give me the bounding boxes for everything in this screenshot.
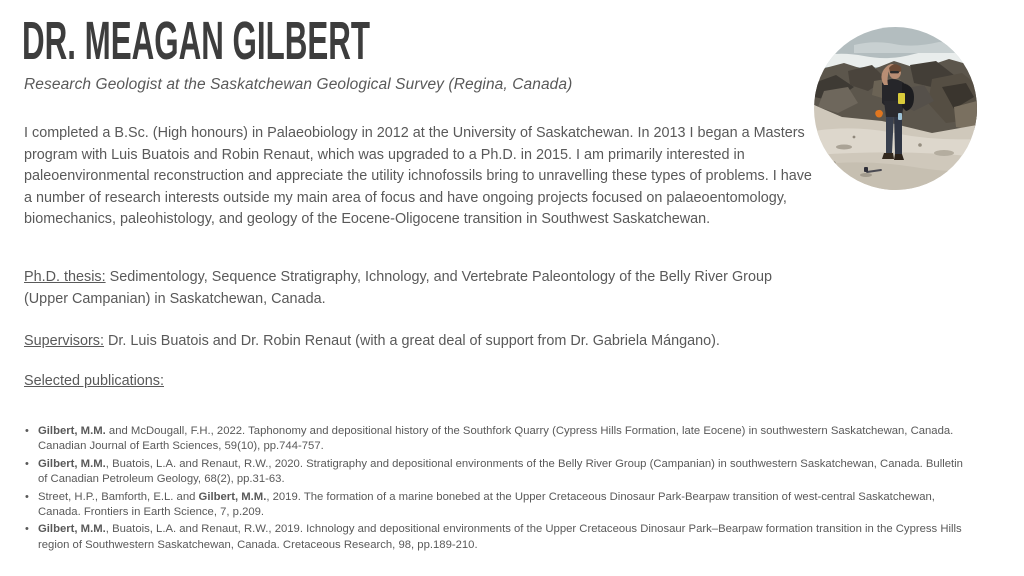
bio-paragraph: I completed a B.Sc. (High honours) in Palaeobiology in 2012 at the University of Saskatchewan. In 2013 I began a Masters program with Luis Buatois and Robin Renaut, which was upgraded to a Ph.D. in 2015. I am primarily interested in paleoenvironmental reconstruction and appreciate the utility ichnofossils bring to unravelling these types of problems. I have a number of research interests outside my main area of focus and have ongoing projects focused on palaeoentomology, biomechanics, paleohistology, and geology of the Eocene-Oligocene transition in Southwest Saskatchewan. <box>24 125 812 228</box>
publications-heading <box>24 371 164 393</box>
page-title: DR. MEAGAN GILBERT <box>22 11 370 71</box>
supervisors-paragraph <box>24 331 924 353</box>
publication-item: • Street, H.P., Bamforth, E.L. and Gilbert, M.M., 2019. The formation of a marine bonebed at the Upper Cretaceous Dinosaur Park-Bearpaw transition of west-central Saskatchewan, Canada. Frontiers in Earth Science, 7, p.209. <box>24 490 974 521</box>
thesis-text: Sedimentology, Sequence Stratigraphy, Ichnology, and Vertebrate Paleontology of the Belly River Group (Upper Campanian) in Saskatchewan, Canada. <box>24 269 772 307</box>
profile-photo <box>814 27 977 190</box>
supervisors-label: Supervisors: <box>24 333 104 349</box>
publication-item: • Gilbert, M.M., Buatois, L.A. and Renaut, R.W., 2019. Ichnology and depositional environments of the Upper Cretaceous Dinosaur Park–Bearpaw formation transition in the Cypress Hills region of Southwestern Saskatchewan, Canada. Cretaceous Research, 98, pp.189-210. <box>24 522 974 553</box>
publications-heading-label: Selected publications: <box>24 373 164 389</box>
publications-list <box>24 424 974 555</box>
thesis-label: Ph.D. thesis: <box>24 269 106 285</box>
page-subtitle: Research Geologist at the Saskatchewan Geological Survey (Regina, Canada) <box>24 76 573 93</box>
publication-item: • Gilbert, M.M. and McDougall, F.H., 2022. Taphonomy and depositional history of the Southfork Quarry (Cypress Hills Formation, late Eocene) in southwestern Saskatchewan, Canada. Canadian Journal of Earth Sciences, 59(10), pp.744-757. <box>24 424 974 455</box>
thesis-paragraph <box>24 267 816 310</box>
publication-item: • Gilbert, M.M., Buatois, L.A. and Renaut, R.W., 2020. Stratigraphy and depositional environments of the Belly River Group (Campanian) in southwestern Saskatchewan, Canada. Bulletin of Canadian Petroleum Geology, 68(2), pp.31-63. <box>24 457 974 488</box>
field-photo-illustration <box>814 27 977 190</box>
supervisors-text: Dr. Luis Buatois and Dr. Robin Renaut (with a great deal of support from Dr. Gabriela Mángano). <box>103 333 720 349</box>
